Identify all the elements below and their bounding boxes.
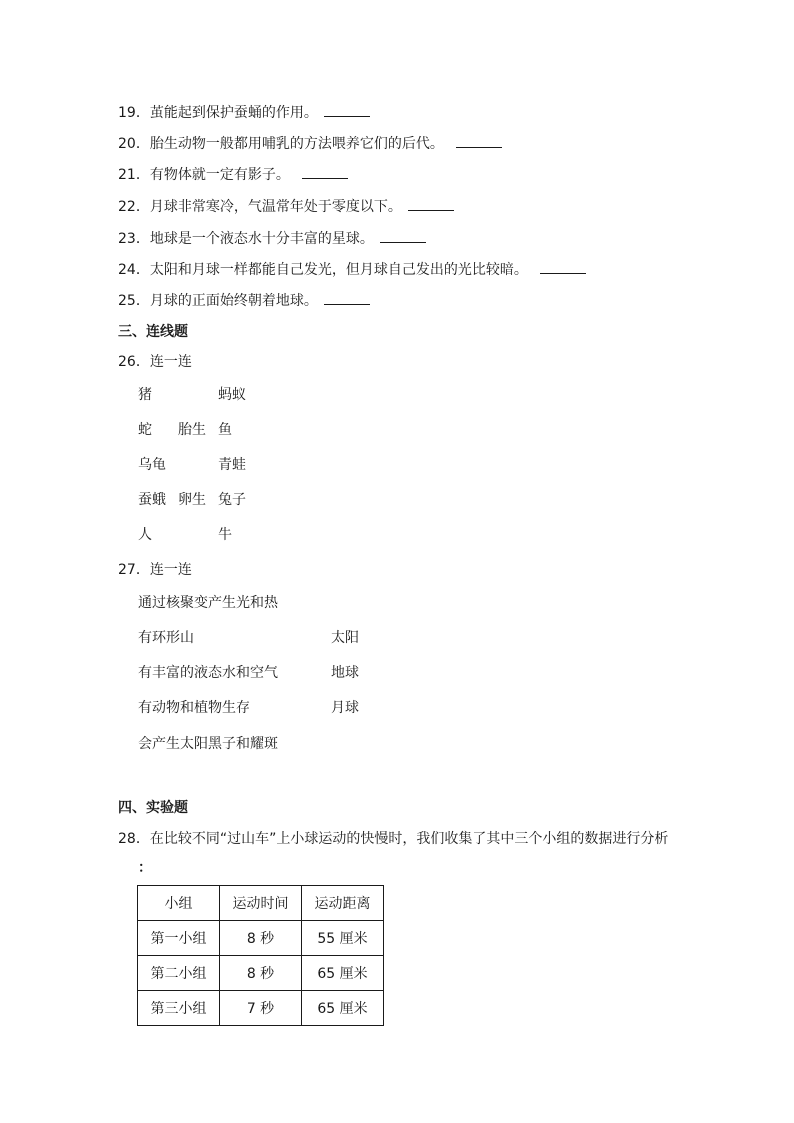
question-21 bbox=[118, 165, 348, 185]
answer-blank[interactable] bbox=[540, 261, 586, 274]
match-left-item[interactable]: 乌龟 bbox=[138, 457, 166, 473]
match-left-item[interactable]: 蛇 bbox=[138, 422, 152, 438]
match-right-item[interactable]: 蚂蚁 bbox=[218, 387, 246, 403]
question-25 bbox=[118, 291, 370, 311]
match-left-item[interactable]: 通过核聚变产生光和热 bbox=[138, 595, 278, 611]
question-20 bbox=[118, 134, 502, 154]
match-left-item[interactable]: 人 bbox=[138, 527, 152, 543]
match-right-item[interactable]: 鱼 bbox=[218, 422, 232, 438]
section-heading-matching: 三、连线题 bbox=[118, 324, 188, 340]
answer-blank[interactable] bbox=[456, 135, 502, 148]
question-27-title: 27．连一连 bbox=[118, 562, 192, 578]
match-right-item[interactable]: 地球 bbox=[331, 665, 359, 681]
match-middle-item[interactable]: 卵生 bbox=[178, 492, 206, 508]
section-heading-experiment: 四、实验题 bbox=[118, 800, 188, 816]
table-header-row bbox=[138, 886, 384, 921]
table-cell: 65 厘米 bbox=[302, 991, 384, 1026]
match-left-item[interactable]: 猪 bbox=[138, 387, 152, 403]
question-28-colon: ： bbox=[138, 860, 152, 876]
answer-blank[interactable] bbox=[408, 198, 454, 211]
answer-blank[interactable] bbox=[324, 292, 370, 305]
match-left-item[interactable]: 会产生太阳黑子和耀斑 bbox=[138, 736, 278, 752]
question-22 bbox=[118, 197, 454, 217]
table-cell: 第一小组 bbox=[138, 921, 220, 956]
match-left-item[interactable]: 有丰富的液态水和空气 bbox=[138, 665, 278, 681]
table-row bbox=[138, 921, 384, 956]
question-text: 25．月球的正面始终朝着地球。 bbox=[118, 293, 318, 309]
match-middle-item[interactable]: 胎生 bbox=[178, 422, 206, 438]
question-text: 23．地球是一个液态水十分丰富的星球。 bbox=[118, 231, 374, 247]
motion-data-table bbox=[137, 885, 384, 1026]
table-cell: 65 厘米 bbox=[302, 956, 384, 991]
match-right-item[interactable]: 青蛙 bbox=[218, 457, 246, 473]
match-right-item[interactable]: 牛 bbox=[218, 527, 232, 543]
match-right-item[interactable]: 月球 bbox=[331, 700, 359, 716]
table-cell: 7 秒 bbox=[220, 991, 302, 1026]
question-text: 21．有物体就一定有影子。 bbox=[118, 167, 290, 183]
question-26-title: 26．连一连 bbox=[118, 354, 192, 370]
table-cell: 8 秒 bbox=[220, 956, 302, 991]
answer-blank[interactable] bbox=[380, 230, 426, 243]
match-left-item[interactable]: 有环形山 bbox=[138, 630, 194, 646]
answer-blank[interactable] bbox=[302, 166, 348, 179]
question-23 bbox=[118, 229, 426, 249]
answer-blank[interactable] bbox=[324, 104, 370, 117]
match-right-item[interactable]: 兔子 bbox=[218, 492, 246, 508]
match-right-item[interactable]: 太阳 bbox=[331, 630, 359, 646]
table-cell: 8 秒 bbox=[220, 921, 302, 956]
question-19 bbox=[118, 103, 370, 123]
question-text: 22．月球非常寒冷，气温常年处于零度以下。 bbox=[118, 199, 402, 215]
table-row bbox=[138, 956, 384, 991]
match-left-item[interactable]: 有动物和植物生存 bbox=[138, 700, 250, 716]
question-24 bbox=[118, 260, 586, 280]
table-cell: 第三小组 bbox=[138, 991, 220, 1026]
question-text: 24．太阳和月球一样都能自己发光，但月球自己发出的光比较暗。 bbox=[118, 262, 528, 278]
question-28-title: 28．在比较不同“过山车”上小球运动的快慢时，我们收集了其中三个小组的数据进行分析 bbox=[118, 831, 669, 847]
table-header-cell: 运动时间 bbox=[220, 886, 302, 921]
table-header-cell: 小组 bbox=[138, 886, 220, 921]
question-text: 19．茧能起到保护蚕蛹的作用。 bbox=[118, 105, 318, 121]
match-left-item[interactable]: 蚕蛾 bbox=[138, 492, 166, 508]
question-text: 20．胎生动物一般都用哺乳的方法喂养它们的后代。 bbox=[118, 136, 444, 152]
table-header-cell: 运动距离 bbox=[302, 886, 384, 921]
table-row bbox=[138, 991, 384, 1026]
table-cell: 第二小组 bbox=[138, 956, 220, 991]
table-cell: 55 厘米 bbox=[302, 921, 384, 956]
